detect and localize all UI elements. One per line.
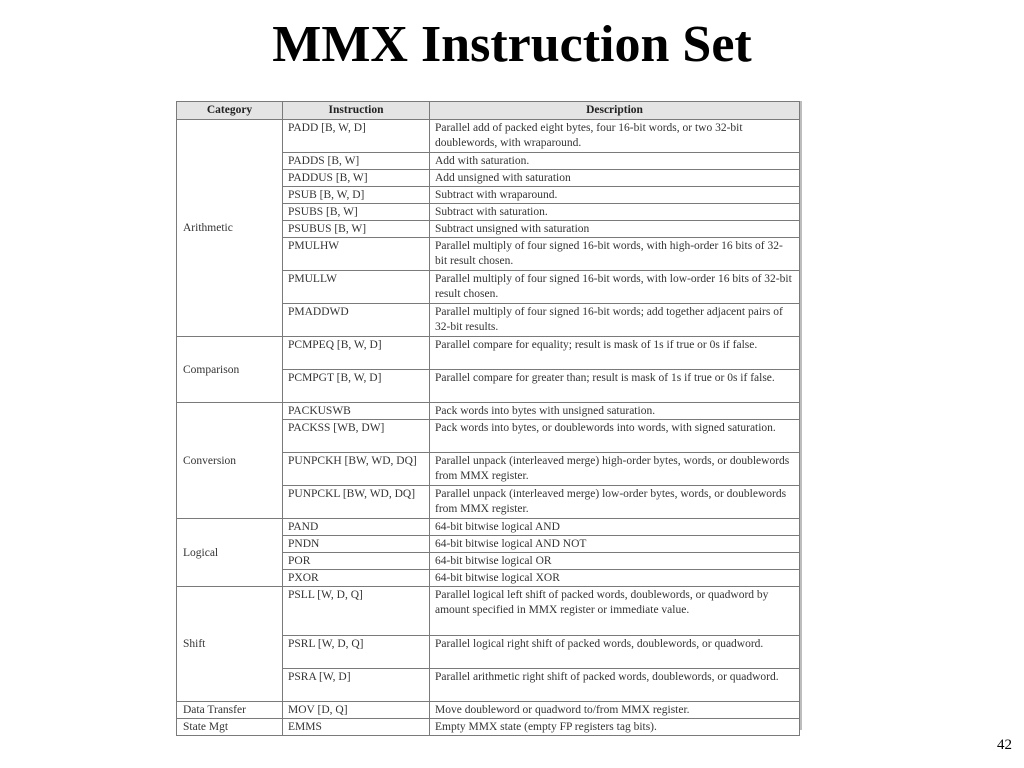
instruction-cell: PADDUS [B, W] [283, 170, 430, 187]
description-cell: Parallel unpack (interleaved merge) high-order bytes, words, or doublewords from MMX register. [430, 453, 800, 486]
instruction-cell: PSUB [B, W, D] [283, 187, 430, 204]
instruction-cell: PMULHW [283, 238, 430, 271]
instruction-cell: PCMPEQ [B, W, D] [283, 337, 430, 370]
category-cell: Comparison [177, 337, 283, 403]
table-row [177, 120, 800, 153]
table-row [177, 519, 800, 536]
table-row [177, 403, 800, 420]
instruction-cell: PSRA [W, D] [283, 669, 430, 702]
description-cell: Parallel compare for equality; result is mask of 1s if true or 0s if false. [430, 337, 800, 370]
description-cell: Add unsigned with saturation [430, 170, 800, 187]
description-cell: Subtract unsigned with saturation [430, 221, 800, 238]
instruction-cell: PACKUSWB [283, 403, 430, 420]
description-cell: Add with saturation. [430, 153, 800, 170]
description-cell: 64-bit bitwise logical AND [430, 519, 800, 536]
category-cell: Arithmetic [177, 120, 283, 337]
instruction-table-container [176, 101, 802, 733]
header-instruction: Instruction [283, 102, 430, 120]
description-cell: Subtract with saturation. [430, 204, 800, 221]
category-cell: Conversion [177, 403, 283, 519]
header-description: Description [430, 102, 800, 120]
table-row [177, 587, 800, 636]
description-cell: Parallel logical left shift of packed words, doublewords, or quadword by amount specified in MMX register or immediate value. [430, 587, 800, 636]
description-cell: Parallel multiply of four signed 16-bit words; add together adjacent pairs of 32-bit results. [430, 304, 800, 337]
instruction-cell: PAND [283, 519, 430, 536]
description-cell: 64-bit bitwise logical XOR [430, 570, 800, 587]
instruction-cell: PSUBUS [B, W] [283, 221, 430, 238]
description-cell: Parallel logical right shift of packed words, doublewords, or quadword. [430, 636, 800, 669]
description-cell: Pack words into bytes, or doublewords into words, with signed saturation. [430, 420, 800, 453]
table-row [177, 337, 800, 370]
description-cell: Parallel compare for greater than; result is mask of 1s if true or 0s if false. [430, 370, 800, 403]
description-cell: Subtract with wraparound. [430, 187, 800, 204]
instruction-cell: PADD [B, W, D] [283, 120, 430, 153]
instruction-cell: PMULLW [283, 271, 430, 304]
instruction-cell: MOV [D, Q] [283, 702, 430, 719]
description-cell: Parallel multiply of four signed 16-bit words, with high-order 16 bits of 32-bit result chosen. [430, 238, 800, 271]
instruction-cell: PMADDWD [283, 304, 430, 337]
instruction-cell: EMMS [283, 719, 430, 736]
instruction-cell: POR [283, 553, 430, 570]
page-number: 42 [997, 737, 1012, 753]
description-cell: 64-bit bitwise logical AND NOT [430, 536, 800, 553]
instruction-cell: PUNPCKH [BW, WD, DQ] [283, 453, 430, 486]
mmx-instruction-table [176, 101, 800, 736]
description-cell: Pack words into bytes with unsigned saturation. [430, 403, 800, 420]
instruction-cell: PSLL [W, D, Q] [283, 587, 430, 636]
instruction-cell: PXOR [283, 570, 430, 587]
category-cell: Data Transfer [177, 702, 283, 719]
instruction-cell: PADDS [B, W] [283, 153, 430, 170]
description-cell: Parallel add of packed eight bytes, four 16-bit words, or two 32-bit doublewords, with wraparound. [430, 120, 800, 153]
description-cell: 64-bit bitwise logical OR [430, 553, 800, 570]
category-cell: State Mgt [177, 719, 283, 736]
instruction-cell: PNDN [283, 536, 430, 553]
slide-title: MMX Instruction Set [272, 16, 752, 73]
table-header-row [177, 102, 800, 120]
instruction-cell: PSRL [W, D, Q] [283, 636, 430, 669]
description-cell: Parallel arithmetic right shift of packed words, doublewords, or quadword. [430, 669, 800, 702]
description-cell: Move doubleword or quadword to/from MMX register. [430, 702, 800, 719]
table-row [177, 719, 800, 736]
instruction-cell: PSUBS [B, W] [283, 204, 430, 221]
category-cell: Shift [177, 587, 283, 702]
category-cell: Logical [177, 519, 283, 587]
table-row [177, 702, 800, 719]
instruction-cell: PCMPGT [B, W, D] [283, 370, 430, 403]
description-cell: Parallel multiply of four signed 16-bit words, with low-order 16 bits of 32-bit result chosen. [430, 271, 800, 304]
header-category: Category [177, 102, 283, 120]
description-cell: Empty MMX state (empty FP registers tag bits). [430, 719, 800, 736]
description-cell: Parallel unpack (interleaved merge) low-order bytes, words, or doublewords from MMX register. [430, 486, 800, 519]
instruction-cell: PUNPCKL [BW, WD, DQ] [283, 486, 430, 519]
instruction-cell: PACKSS [WB, DW] [283, 420, 430, 453]
